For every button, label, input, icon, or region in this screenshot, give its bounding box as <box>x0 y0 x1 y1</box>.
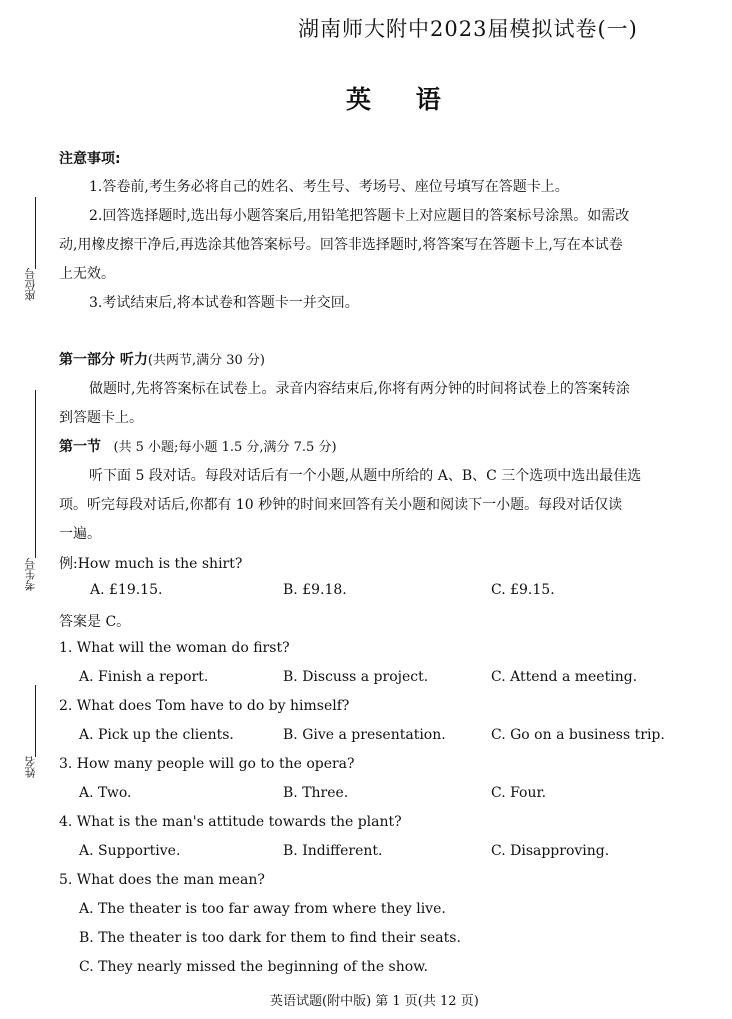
name-line <box>35 685 36 757</box>
question-text: 1. What will the woman do first? <box>59 640 290 656</box>
question-option-b: B. Give a presentation. <box>283 727 446 743</box>
question-option-c: C. Attend a meeting. <box>491 669 638 685</box>
question-option-a: A. The theater is too far away from where they live. <box>79 901 446 917</box>
seat-line <box>35 197 36 269</box>
example-option-b: B. £9.18. <box>283 582 347 598</box>
part1-heading-row <box>59 349 265 369</box>
exam-number-line <box>35 390 36 558</box>
question-option-a: A. Finish a report. <box>79 669 209 685</box>
question-text: 4. What is the man's attitude towards the plant? <box>59 814 402 830</box>
part1-intro-line: 做题时,先将答案标在试卷上。录音内容结束后,你将有两分钟的时间将试卷上的答案转涂 <box>89 381 630 397</box>
section1-heading-note: (共 5 小题;每小题 1.5 分,满分 7.5 分) <box>113 440 337 455</box>
question-option-a: A. Pick up the clients. <box>79 727 234 743</box>
question-option-a: A. Supportive. <box>79 843 181 859</box>
question-text: 2. What does Tom have to do by himself? <box>59 698 350 714</box>
question-text: 3. How many people will go to the opera? <box>59 756 355 772</box>
example-option-a: A. £19.15. <box>90 582 163 598</box>
question-text: 5. What does the man mean? <box>59 872 265 888</box>
example-question: 例:How much is the shirt? <box>59 556 243 572</box>
question-option-a: A. Two. <box>79 785 132 801</box>
page-footer: 英语试题(附中版) 第 1 页(共 12 页) <box>270 994 479 1009</box>
question-option-c: C. Disapproving. <box>491 843 610 859</box>
notice-heading: 注意事项: <box>59 151 121 167</box>
notice-line: 3.考试结束后,将本试卷和答题卡一并交回。 <box>89 295 359 311</box>
section1-heading-row <box>59 436 337 456</box>
name-label: 姓名 <box>24 756 37 778</box>
exam-number-label: 考生号 <box>24 558 37 591</box>
question-option-c: C. They nearly missed the beginning of the show. <box>79 959 428 975</box>
section1-intro-line: 一遍。 <box>59 526 101 542</box>
part1-heading-note: (共两节,满分 30 分) <box>147 353 265 368</box>
question-option-c: C. Four. <box>491 785 547 801</box>
section1-heading: 第一节 <box>59 439 101 455</box>
notice-line: 2.回答选择题时,选出每小题答案后,用铅笔把答题卡上对应题目的答案标号涂黑。如需改 <box>89 208 630 224</box>
notice-line: 动,用橡皮擦干净后,再选涂其他答案标号。回答非选择题时,将答案写在答题卡上,写在本试卷 <box>59 237 623 253</box>
section1-intro-line: 项。听完每段对话后,你都有 10 秒钟的时间来回答有关小题和阅读下一小题。每段对话仅读 <box>59 497 623 513</box>
part1-intro-line: 到答题卡上。 <box>59 410 143 426</box>
question-option-b: B. Three. <box>283 785 349 801</box>
question-option-c: C. Go on a business trip. <box>491 727 665 743</box>
example-answer: 答案是 C。 <box>59 614 131 630</box>
question-option-b: B. The theater is too dark for them to find their seats. <box>79 930 461 946</box>
question-option-b: B. Discuss a project. <box>283 669 429 685</box>
notice-line: 上无效。 <box>59 266 115 282</box>
subject-title: 英 语 <box>346 85 459 114</box>
exam-title: 湖南师大附中2023届模拟试卷(一) <box>298 17 638 41</box>
notice-line: 1.答卷前,考生务必将自己的姓名、考生号、考场号、座位号填写在答题卡上。 <box>89 179 569 195</box>
question-option-b: B. Indifferent. <box>283 843 383 859</box>
section1-intro-line: 听下面 5 段对话。每段对话后有一个小题,从题中所给的 A、B、C 三个选项中选出最佳选 <box>89 468 642 484</box>
seat-label: 座位号 <box>24 268 37 301</box>
example-option-c: C. £9.15. <box>491 582 555 598</box>
part1-heading: 第一部分 听力 <box>59 352 148 368</box>
